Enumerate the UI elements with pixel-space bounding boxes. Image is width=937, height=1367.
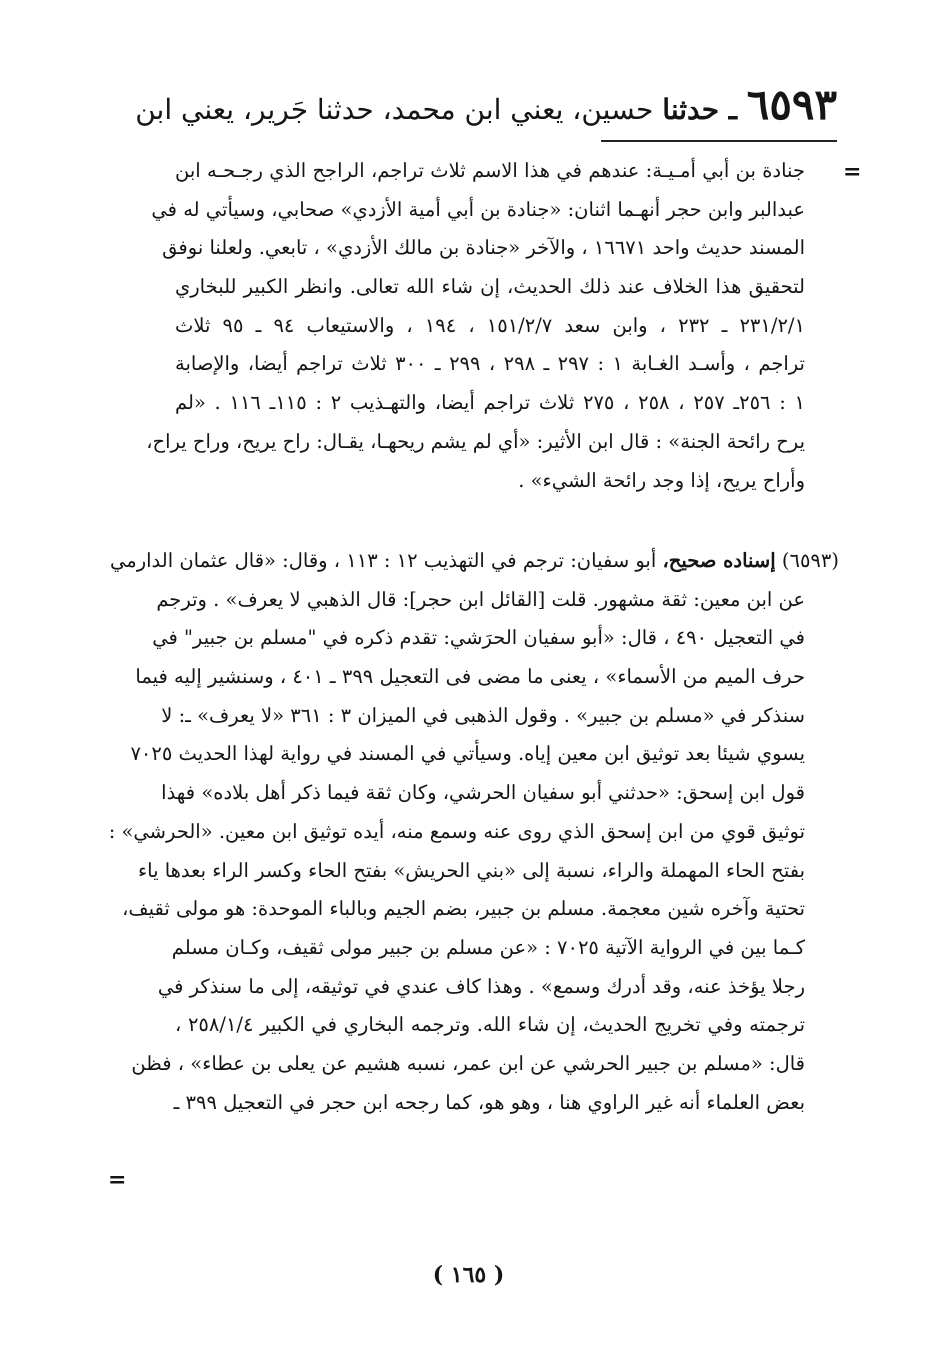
- text-line: لتحقيق هذا الخلاف عند ذلك الحديث، إن شاء الله تعالى. وانظر الكبير للبخاري: [175, 275, 805, 299]
- text-line: تحتية وآخره شين معجمة. مسلم بن جبير، بضم الجيم وبالباء الموحدة: هو مولى ثقيف،: [122, 897, 805, 921]
- text-line: رجلا يؤخذ عنه، وقد أدرك وسمع» . وهذا كاف عندي في توثيقه، إلى ما سنذكر في: [157, 974, 805, 998]
- text-line: وأراح يريح، إذا وجد رائحة الشيء» .: [518, 468, 805, 492]
- text-line: حرف الميم من الأسماء» ، يعنى ما مضى فى التعجيل ٣٩٩ ـ ٤٠١ ، وسنشير إليه فيما: [135, 665, 805, 689]
- footnote-6593: [108, 542, 839, 1122]
- text-line: المسند حديث واحد ١٦٦٧١ ، والآخر «جنادة بن مالك الأزدي» ، تابعي. ولعلنا نوفق: [162, 236, 805, 260]
- continuation-marker-top: =: [843, 159, 862, 185]
- footnote-number: (٦٥٩٣): [775, 549, 839, 572]
- text-line: ترجمته وفي تخريج الحديث، إن شاء الله. وترجمه البخاري في الكبير ٢٥٨/١/٤ ،: [175, 1013, 806, 1037]
- hadith-number: ٦٥٩٣: [746, 80, 837, 129]
- isnad-verdict: إسناده صحيح،: [662, 549, 776, 572]
- text-line: يسوي شيئا بعد توثيق ابن معين إياه. وسيأتي في المسند في رواية لهذا الحديث ٧٠٢٥: [130, 742, 805, 766]
- continuation-marker-bottom: =: [108, 1167, 127, 1193]
- footnote-first-text: أبو سفيان: ترجم في التهذيب ١٢ : ١١٣ ، وقال: «قال عثمان الدارمي: [110, 549, 663, 572]
- text-line: تراجم ، وأسـد الغـابة ١ : ٢٩٧ ـ ٢٩٨ ، ٢٩٩ ـ ٣٠٠ ثلاث تراجم أيضا، والإصابة: [175, 352, 805, 376]
- page-number: ( ١٦٥ ): [432, 1262, 505, 1288]
- footnote-first-line: [110, 542, 839, 581]
- hadith-isnad: حسين، يعني ابن محمد، حدثنا جَرير، يعني ابن: [135, 93, 663, 126]
- text-line: في التعجيل ٤٩٠ ، قال: «أبو سفيان الحرَشي: تقدم ذكره في "مسلم بن جبير" في: [152, 626, 805, 650]
- text-line: ٢٣١/٢/١ ـ ٢٣٢ ، وابن سعد ١٥١/٢/٧ ، ١٩٤ ، والاستيعاب ٩٤ ـ ٩٥ ثلاث: [175, 313, 805, 337]
- text-line: جنادة بن أبي أمـيـة: عندهم في هذا الاسم ثلاث تراجم، الراجح الذي رجـحـه ابن: [175, 159, 805, 182]
- text-line: عبدالبر وابن حجر أنهـما اثنان: «جنادة بن أبي أمية الأزدي» صحابي، وسيأتي له في: [151, 197, 805, 221]
- text-line: ١ : ٢٥٦ـ ٢٥٧ ، ٢٥٨ ، ٢٧٥ ثلاث تراجم أيضا، والتهـذيب ٢ : ١١٥ـ ١١٦ . «لم: [175, 391, 805, 415]
- hadith-lead: ـ حدثنا: [662, 93, 747, 126]
- text-line: سنذكر في «مسلم بن جبير» . وقول الذهبى في الميزان ٣ : ٣٦١ «لا يعرف» ـ: لا: [161, 703, 805, 727]
- hadith-header: [137, 82, 837, 133]
- text-line: عن ابن معين: ثقة مشهور. قلت [القائل ابن حجر]: قال الذهبي لا يعرف» . وترجم: [156, 587, 805, 611]
- text-line: بفتح الحاء المهملة والراء، نسبة إلى «بني الحريش» بفتح الحاء وكسر الراء بعدها ياء: [137, 858, 805, 882]
- header-divider: [601, 140, 837, 142]
- text-line: قول ابن إسحق: «حدثني أبو سفيان الحرشي، وكان ثقة فيما ذكر أهل بلاده» فهذا: [161, 781, 805, 805]
- footnote-continuation: [146, 152, 805, 500]
- text-line: قال: «مسلم بن جبير الحرشي عن ابن عمر، نسبه هشيم عن يعلى بن عطاء» ، فظن: [131, 1051, 805, 1075]
- text-line: توثيق قوي من ابن إسحق الذي روى عنه وسمع منه، أيده توثيق ابن معين. «الحرشي» :: [108, 819, 805, 843]
- text-line: بعض العلماء أنه غير الراوي هنا ، وهو هو، كما رجحه ابن حجر في التعجيل ٣٩٩ ـ: [173, 1090, 805, 1114]
- text-line: كـما بين في الرواية الآتية ٧٠٢٥ : «عن مسلم بن جبير مولى ثقيف، وكـان مسلم: [171, 935, 805, 959]
- text-line: يرح رائحة الجنة» : قال ابن الأثير: «أي لم يشم ريحهـا، يقـال: راح يريح، وراح يراح،: [146, 429, 805, 453]
